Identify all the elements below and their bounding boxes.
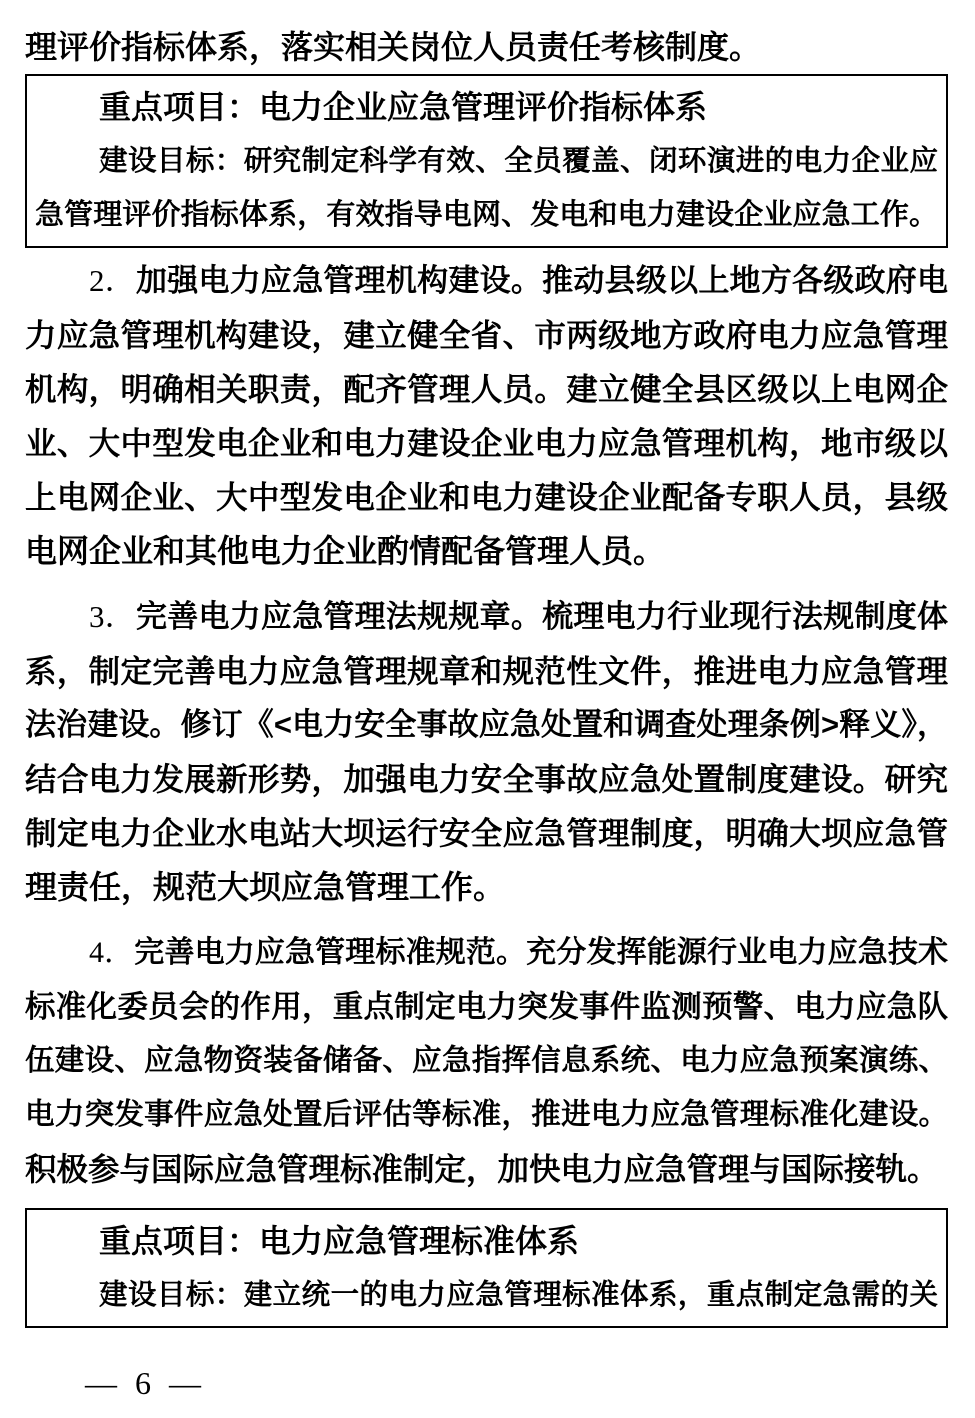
text-line: 结合电力发展新形势，加强电力安全事故应急处置制度建设。研究: [25, 761, 948, 797]
text-run: 完善电力应急管理标准规范。充分发挥能源行业电力应急技术: [134, 936, 949, 969]
text-line: [25, 926, 948, 980]
body-text-line: 理评价指标体系，落实相关岗位人员责任考核制度。: [25, 29, 762, 65]
text-line: 标准化委员会的作用，重点制定电力突发事件监测预警、电力应急队: [25, 990, 948, 1024]
text-line: [25, 590, 948, 644]
text-line: 机构，明确相关职责，配齐管理人员。建立健全县区级以上电网企: [25, 371, 948, 407]
key-project-box-2: [25, 1208, 948, 1328]
paragraph-4: [25, 926, 948, 1196]
key-project-line: 重点项目：电力企业应急管理评价指标体系: [99, 89, 708, 125]
key-project-box-1: [25, 74, 948, 248]
text-line: 电网企业和其他电力企业酌情配备管理人员。: [25, 533, 666, 569]
paragraph-3: [25, 590, 948, 914]
text-line: 业、大中型发电企业和电力建设企业电力应急管理机构，地市级以: [25, 425, 948, 461]
paragraph-number: 2．: [89, 263, 136, 298]
text-run: 加强电力应急管理机构建设。推动县级以上地方各级政府电: [135, 263, 949, 298]
key-project-line: 重点项目：电力应急管理标准体系: [99, 1223, 580, 1259]
paragraph-number: 4．: [89, 936, 135, 969]
text-line: 理责任，规范大坝应急管理工作。: [25, 869, 506, 905]
page-footer: [85, 1362, 948, 1404]
paragraph-2: [25, 254, 948, 578]
text-line: [25, 254, 948, 308]
text-line: 积极参与国际应急管理标准制定，加快电力应急管理与国际接轨。: [25, 1151, 939, 1187]
text-line: 法治建设。修订《<电力安全事故应急处置和调查处理条例>释义》，: [25, 707, 948, 742]
text-line: 系，制定完善电力应急管理规章和规范性文件，推进电力应急管理: [25, 653, 948, 689]
text-line: 电力突发事件应急处置后评估等标准，推进电力应急管理标准化建设。: [25, 1098, 948, 1131]
text-line: 力应急管理机构建设，建立健全省、市两级地方政府电力应急管理: [25, 317, 948, 353]
paragraph-number: 3．: [89, 599, 136, 634]
construction-goal-line: 建设目标：研究制定科学有效、全员覆盖、闭环演进的电力企业应: [99, 145, 938, 177]
page-number: — 6 —: [85, 1365, 201, 1401]
construction-goal-line: 急管理评价指标体系，有效指导电网、发电和电力建设企业应急工作。: [35, 199, 938, 231]
text-line: 制定电力企业水电站大坝运行安全应急管理制度，明确大坝应急管: [25, 815, 948, 851]
construction-goal-line: 建设目标：建立统一的电力应急管理标准体系，重点制定急需的关: [99, 1279, 938, 1311]
text-run: 完善电力应急管理法规规章。梳理电力行业现行法规制度体: [135, 599, 949, 634]
text-line: 上电网企业、大中型发电企业和电力建设企业配备专职人员，县级: [25, 479, 948, 515]
text-line: 伍建设、应急物资装备储备、应急指挥信息系统、电力应急预案演练、: [25, 1044, 948, 1077]
